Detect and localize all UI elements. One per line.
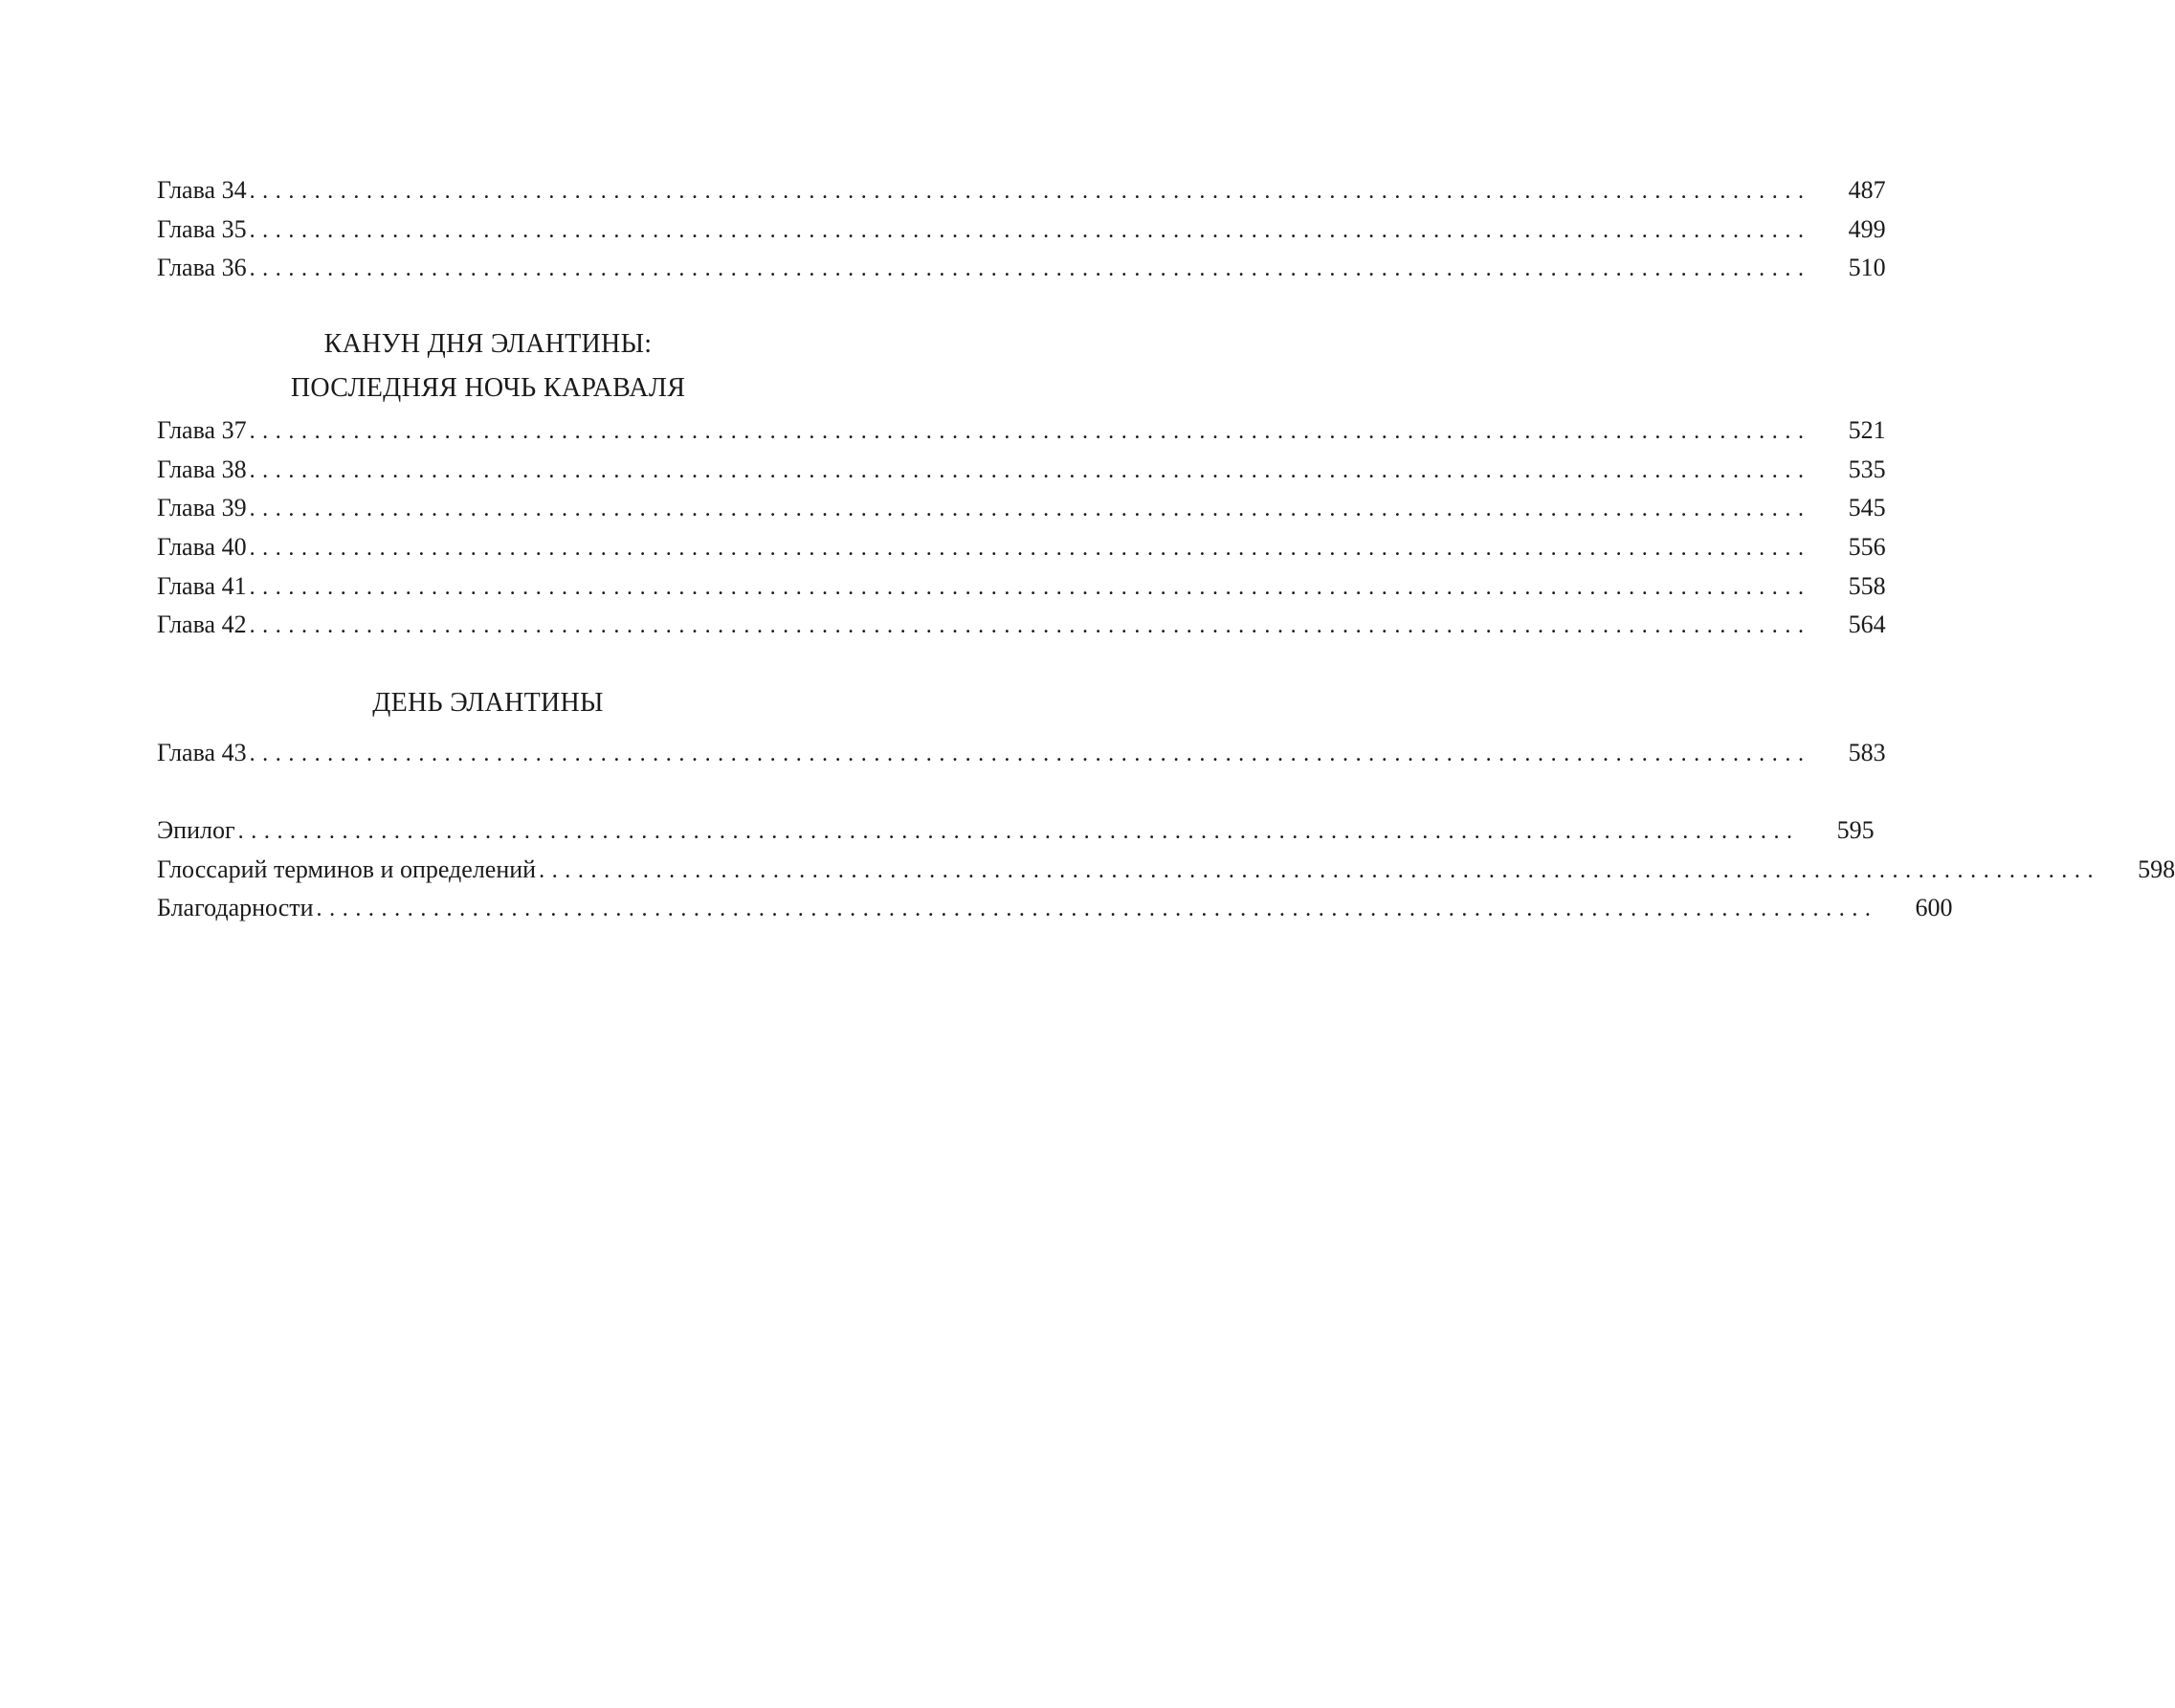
dot-leader: ........................................................................................................................ xyxy=(237,819,1800,844)
toc-entry[interactable] xyxy=(157,249,1886,288)
toc-entry-page-number: 600 xyxy=(1915,894,1953,922)
toc-entry[interactable] xyxy=(157,889,1953,928)
section-heading-line: ДЕНЬ ЭЛАНТИНЫ xyxy=(372,688,604,718)
toc-entry-label: Глава 35 xyxy=(157,214,247,243)
toc-group-chapters-37-42 xyxy=(157,411,1886,645)
toc-entry-page-number: 510 xyxy=(1848,254,1886,282)
toc-entry-label: Глава 40 xyxy=(157,533,247,562)
dot-leader: ........................................................................................................................ xyxy=(249,613,1811,639)
toc-entry[interactable] xyxy=(157,411,1886,451)
section-heading xyxy=(157,322,819,410)
dot-leader: ........................................................................................................................ xyxy=(249,419,1811,444)
dot-leader: ........................................................................................................................ xyxy=(249,536,1811,562)
section-heading-line: ПОСЛЕДНЯЯ НОЧЬ КАРАВАЛЯ xyxy=(290,373,686,403)
toc-entry-page-number: 499 xyxy=(1848,214,1886,243)
toc-entry-page-number: 598 xyxy=(2138,854,2175,883)
toc-entry-label: Глава 34 xyxy=(157,176,247,204)
dot-leader: ........................................................................................................................ xyxy=(249,574,1811,600)
toc-group-chapter-43 xyxy=(157,734,1886,773)
toc-entry[interactable] xyxy=(157,211,1886,250)
toc-entry[interactable] xyxy=(157,489,1886,528)
toc-entry-label: Глава 38 xyxy=(157,455,247,483)
dot-leader: ........................................................................................................................ xyxy=(249,742,1811,766)
toc-entry[interactable] xyxy=(157,851,2175,890)
toc-entry-page-number: 545 xyxy=(1848,494,1886,522)
toc-entry-page-number: 487 xyxy=(1848,176,1886,204)
dot-leader: ........................................................................................................................ xyxy=(249,497,1811,522)
toc-entry-page-number: 535 xyxy=(1848,455,1886,483)
toc-entry-page-number: 564 xyxy=(1848,610,1886,639)
toc-entry[interactable] xyxy=(157,811,1875,851)
toc-entry-page-number: 521 xyxy=(1848,416,1886,444)
toc-entry-page-number: 556 xyxy=(1848,533,1886,562)
dot-leader: ........................................................................................................................ xyxy=(249,457,1811,483)
toc-entry-label: Глава 37 xyxy=(157,416,247,444)
toc-entry-label: Глава 39 xyxy=(157,494,247,522)
toc-entry[interactable] xyxy=(157,567,1886,607)
toc-group-chapters-34-36 xyxy=(157,171,1886,288)
toc-entry-label: Глоссарий терминов и определений xyxy=(157,854,537,883)
dot-leader: ........................................................................................................................ xyxy=(539,857,2101,883)
toc-entry[interactable] xyxy=(157,606,1886,645)
toc-entry[interactable] xyxy=(157,451,1886,490)
toc-entry-page-number: 583 xyxy=(1848,739,1886,766)
toc-entry[interactable] xyxy=(157,528,1886,567)
toc-entry-label: Глава 43 xyxy=(157,739,247,766)
toc-entry-label: Эпилог xyxy=(157,816,235,844)
toc-entry[interactable] xyxy=(157,734,1886,773)
dot-leader: ........................................................................................................................ xyxy=(316,897,1878,922)
dot-leader: ........................................................................................................................ xyxy=(249,179,1811,204)
section-heading-line: КАНУН ДНЯ ЭЛАНТИНЫ: xyxy=(323,329,653,359)
toc-entry[interactable] xyxy=(157,171,1886,211)
toc-entry-label: Глава 41 xyxy=(157,571,247,600)
toc-entry-label: Глава 42 xyxy=(157,610,247,639)
dot-leader: ........................................................................................................................ xyxy=(249,217,1811,243)
toc-entry-label: Благодарности xyxy=(157,894,314,922)
toc-entry-label: Глава 36 xyxy=(157,254,247,282)
toc-group-back-matter xyxy=(157,811,2175,928)
toc-entry-page-number: 558 xyxy=(1848,571,1886,600)
dot-leader: ........................................................................................................................ xyxy=(249,256,1811,282)
section-heading xyxy=(157,681,819,725)
toc-entry-page-number: 595 xyxy=(1836,816,1875,844)
